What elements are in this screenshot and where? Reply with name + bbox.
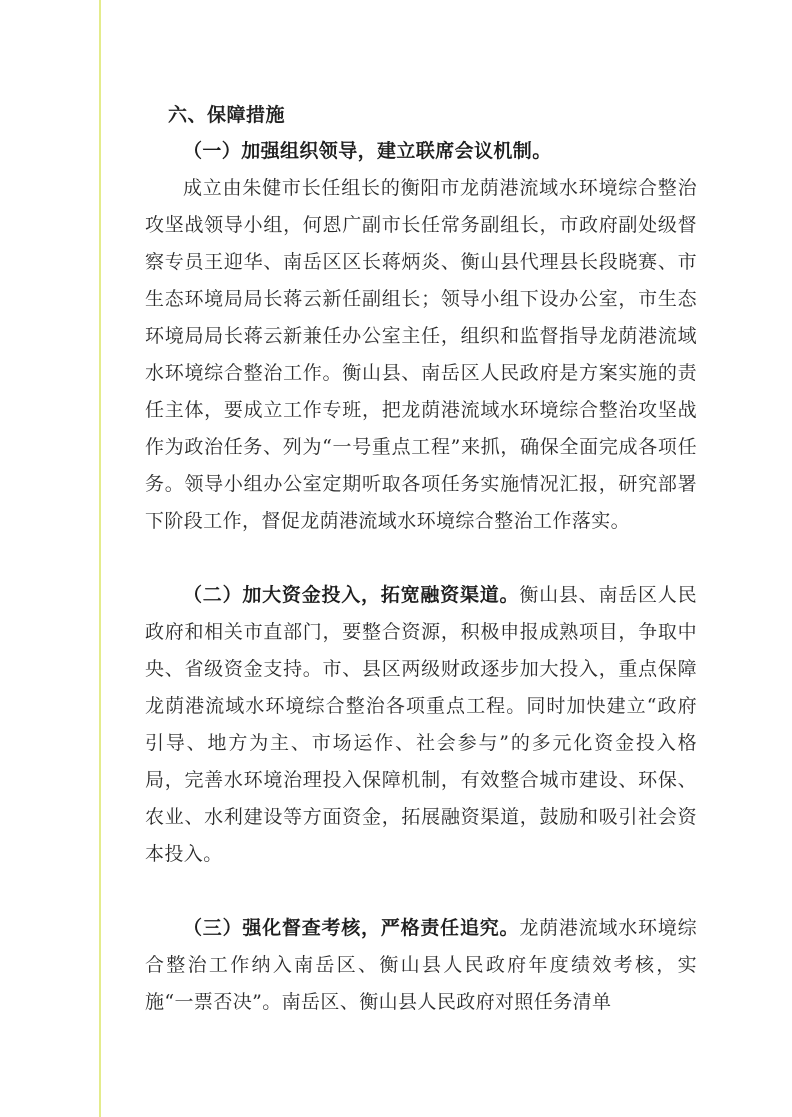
measure-1-title: （一）加强组织领导，建立联席会议机制。 xyxy=(183,140,552,162)
measure-3-body: 龙荫港流域水环境综合整治工作纳入南岳区、衡山县人民政府年度绩效考核，实施“一票否决”。南岳区、衡山县人民政府对照任务清单 xyxy=(145,917,697,1013)
measure-1-body: 成立由朱健市长任组长的衡阳市龙荫港流域水环境综合整治攻坚战领导小组，何恩广副市长任常务副组长，市政府副处级督察专员王迎华、南岳区区长蒋炳炎、衡山县代理县长段晓赛、市生态环境局局长蒋云新任副组长；领导小组下设办公室，市生态环境局局长蒋云新兼任办公室主任，组织和监督指导龙荫港流域水环境综合整治工作。衡山县、南岳区人民政府是方案实施的责任主体，要成立工作专班，把龙荫港流域水环境综合整治攻坚战作为政治任务、列为“一号重点工程”来抓，确保全面完成各项任务。领导小组办公室定期听取各项任务实施情况汇报，研究部署下阶段工作，督促龙荫港流域水环境综合整治工作落实。 xyxy=(145,177,697,532)
measure-2 xyxy=(145,577,697,873)
measure-1 xyxy=(145,133,697,540)
margin-rule xyxy=(99,0,101,1117)
measure-2-title: （二）加大资金投入，拓宽融资渠道。 xyxy=(183,584,520,606)
measure-3-title: （三）强化督查考核，严格责任追究。 xyxy=(183,917,520,939)
section-heading: 六、保障措施 xyxy=(168,104,286,126)
measure-2-body: 衡山县、南岳区人民政府和相关市直部门，要整合资源，积极申报成熟项目，争取中央、省级资金支持。市、县区两级财政逐步加大投入，重点保障龙荫港流域水环境综合整治各项重点工程。同时加快建立“政府引导、地方为主、市场运作、社会参与”的多元化资金投入格局，完善水环境治理投入保障机制，有效整合城市建设、环保、农业、水利建设等方面资金，拓展融资渠道，鼓励和吸引社会资本投入。 xyxy=(145,584,697,865)
measure-3 xyxy=(145,910,697,1021)
